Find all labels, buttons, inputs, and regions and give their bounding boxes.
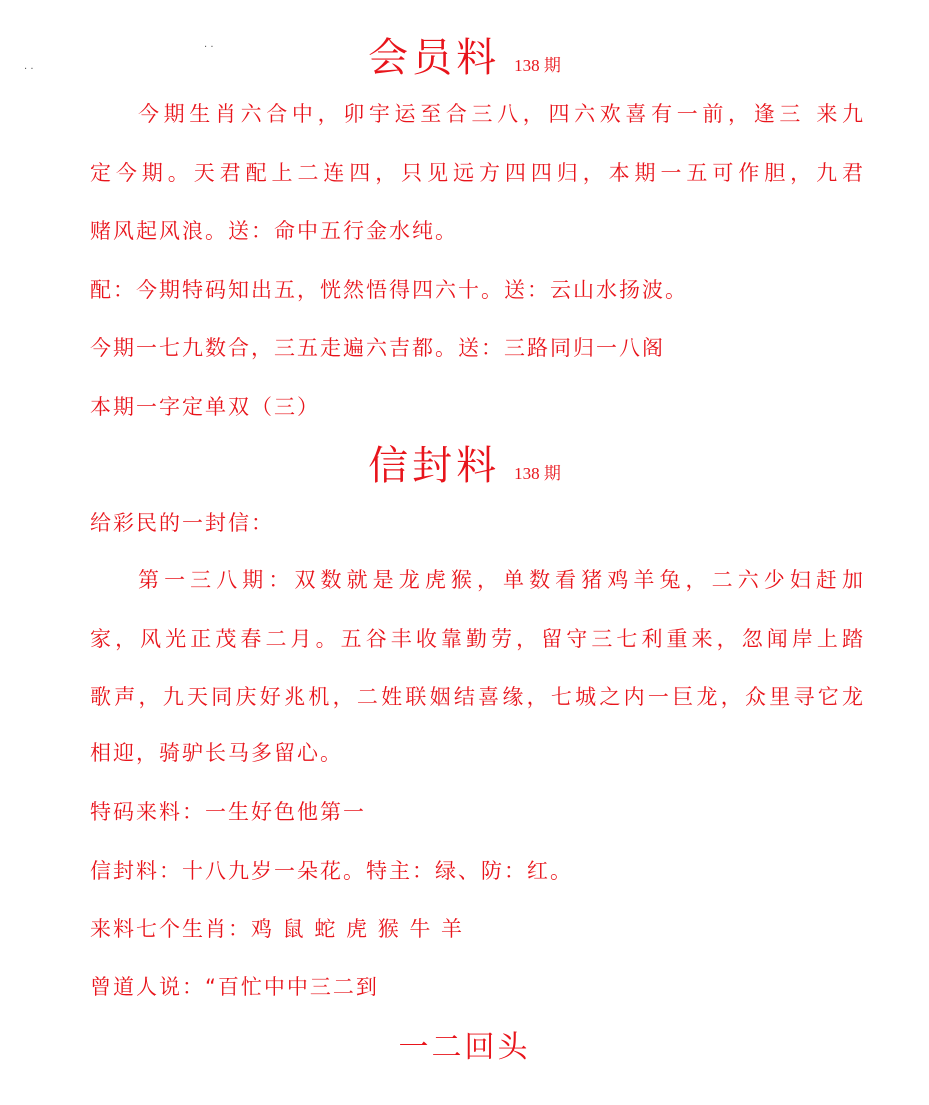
envelope-line: 信封料：十八九岁一朵花。特主：绿、防：红。 (90, 859, 573, 883)
member-line: 今期一七九数合，三五走遍六吉都。送：三路同归一八阁 (90, 336, 665, 360)
envelope-issue: 138 期 (514, 464, 561, 483)
member-heading (0, 26, 929, 83)
saying-line: 曾道人说：“百忙中中三二到 (90, 975, 379, 999)
member-issue: 138 期 (514, 56, 561, 75)
zodiac-line: 来料七个生肖：鸡 鼠 蛇 虎 猴 牛 羊 (90, 917, 465, 941)
member-line: 本期一字定单双（三） (90, 395, 320, 419)
footer-hint: 一二回头 (398, 1030, 531, 1065)
special-code-line: 特码来料：一生好色他第一 (90, 800, 366, 824)
letter-line: 家，风光正茂春二月。五谷丰收靠勤劳，留守三七利重来，忽闻岸上踏 (90, 627, 865, 651)
member-line: 定今期。天君配上二连四，只见远方四四归，本期一五可作胆，九君 (90, 161, 865, 185)
scan-speck: · · (24, 64, 34, 75)
letter-line: 歌声，九天同庆好兆机，二姓联姻结喜缘，七城之内一巨龙，众里寻它龙 (90, 685, 865, 709)
scan-speck: · · (204, 42, 214, 53)
member-line: 今期生肖六合中，卯宇运至合三八，四六欢喜有一前，逢三 来九 (138, 102, 865, 126)
member-line: 赌风起风浪。送：命中五行金水纯。 (90, 219, 458, 243)
member-line: 配：今期特码知出五，恍然悟得四六十。送：云山水扬波。 (90, 278, 688, 302)
letter-greeting: 给彩民的一封信： (90, 511, 274, 535)
letter-line: 相迎，骑驴长马多留心。 (90, 741, 343, 765)
letter-line: 第一三八期：双数就是龙虎猴，单数看猪鸡羊兔，二六少妇赶加 (138, 568, 865, 592)
envelope-heading (0, 434, 929, 491)
envelope-title: 信封料 (368, 443, 501, 489)
member-title: 会员料 (368, 35, 501, 81)
